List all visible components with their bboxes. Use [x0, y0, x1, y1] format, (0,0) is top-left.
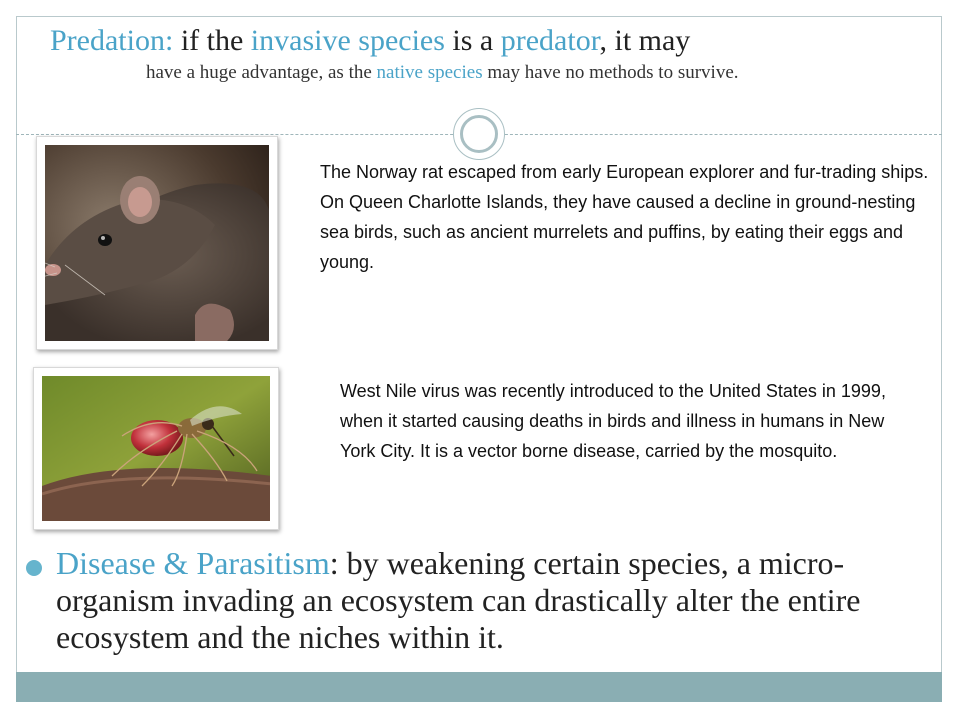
bullet-paragraph — [56, 545, 936, 656]
heading-highlight-native: native species — [376, 62, 483, 83]
heading-highlight-predator: predator — [500, 24, 600, 57]
bullet-marker — [26, 560, 42, 576]
bullet-body: : by weakening certain species, a micro-organism invading an ecosystem can drastically alter the entire ecosystem and the niches within it. — [56, 545, 861, 655]
mosquito-caption: West Nile virus was recently introduced to the United States in 1999, when it started causing deaths in birds and illness in humans in New York City. It is a vector borne disease, carried by the mosquito. — [340, 381, 886, 461]
divider-circle-ornament — [453, 108, 505, 160]
heading-text: , it may — [599, 24, 691, 57]
heading-term: Predation: — [50, 24, 174, 57]
heading-highlight-invasive: invasive species — [250, 24, 445, 57]
heading-cont-text: may have no methods to survive. — [482, 62, 739, 83]
heading-text: is a — [444, 24, 501, 57]
heading-text: if the — [173, 24, 251, 57]
footer-bar — [16, 672, 942, 702]
heading-continuation — [146, 62, 739, 84]
bullet-term: Disease & Parasitism — [56, 545, 330, 581]
rat-image — [45, 145, 269, 341]
heading-cont-text: have a huge advantage, as the — [146, 62, 377, 83]
mosquito-photo — [33, 367, 279, 530]
rat-photo — [36, 136, 278, 350]
mosquito-image — [42, 376, 270, 521]
rat-caption: The Norway rat escaped from early European explorer and fur-trading ships. On Queen Charlotte Islands, they have caused a decline in ground-nesting sea birds, such as ancient murrelets and puffins, by eating their eggs and young. — [320, 162, 929, 272]
slide-heading — [50, 24, 690, 58]
